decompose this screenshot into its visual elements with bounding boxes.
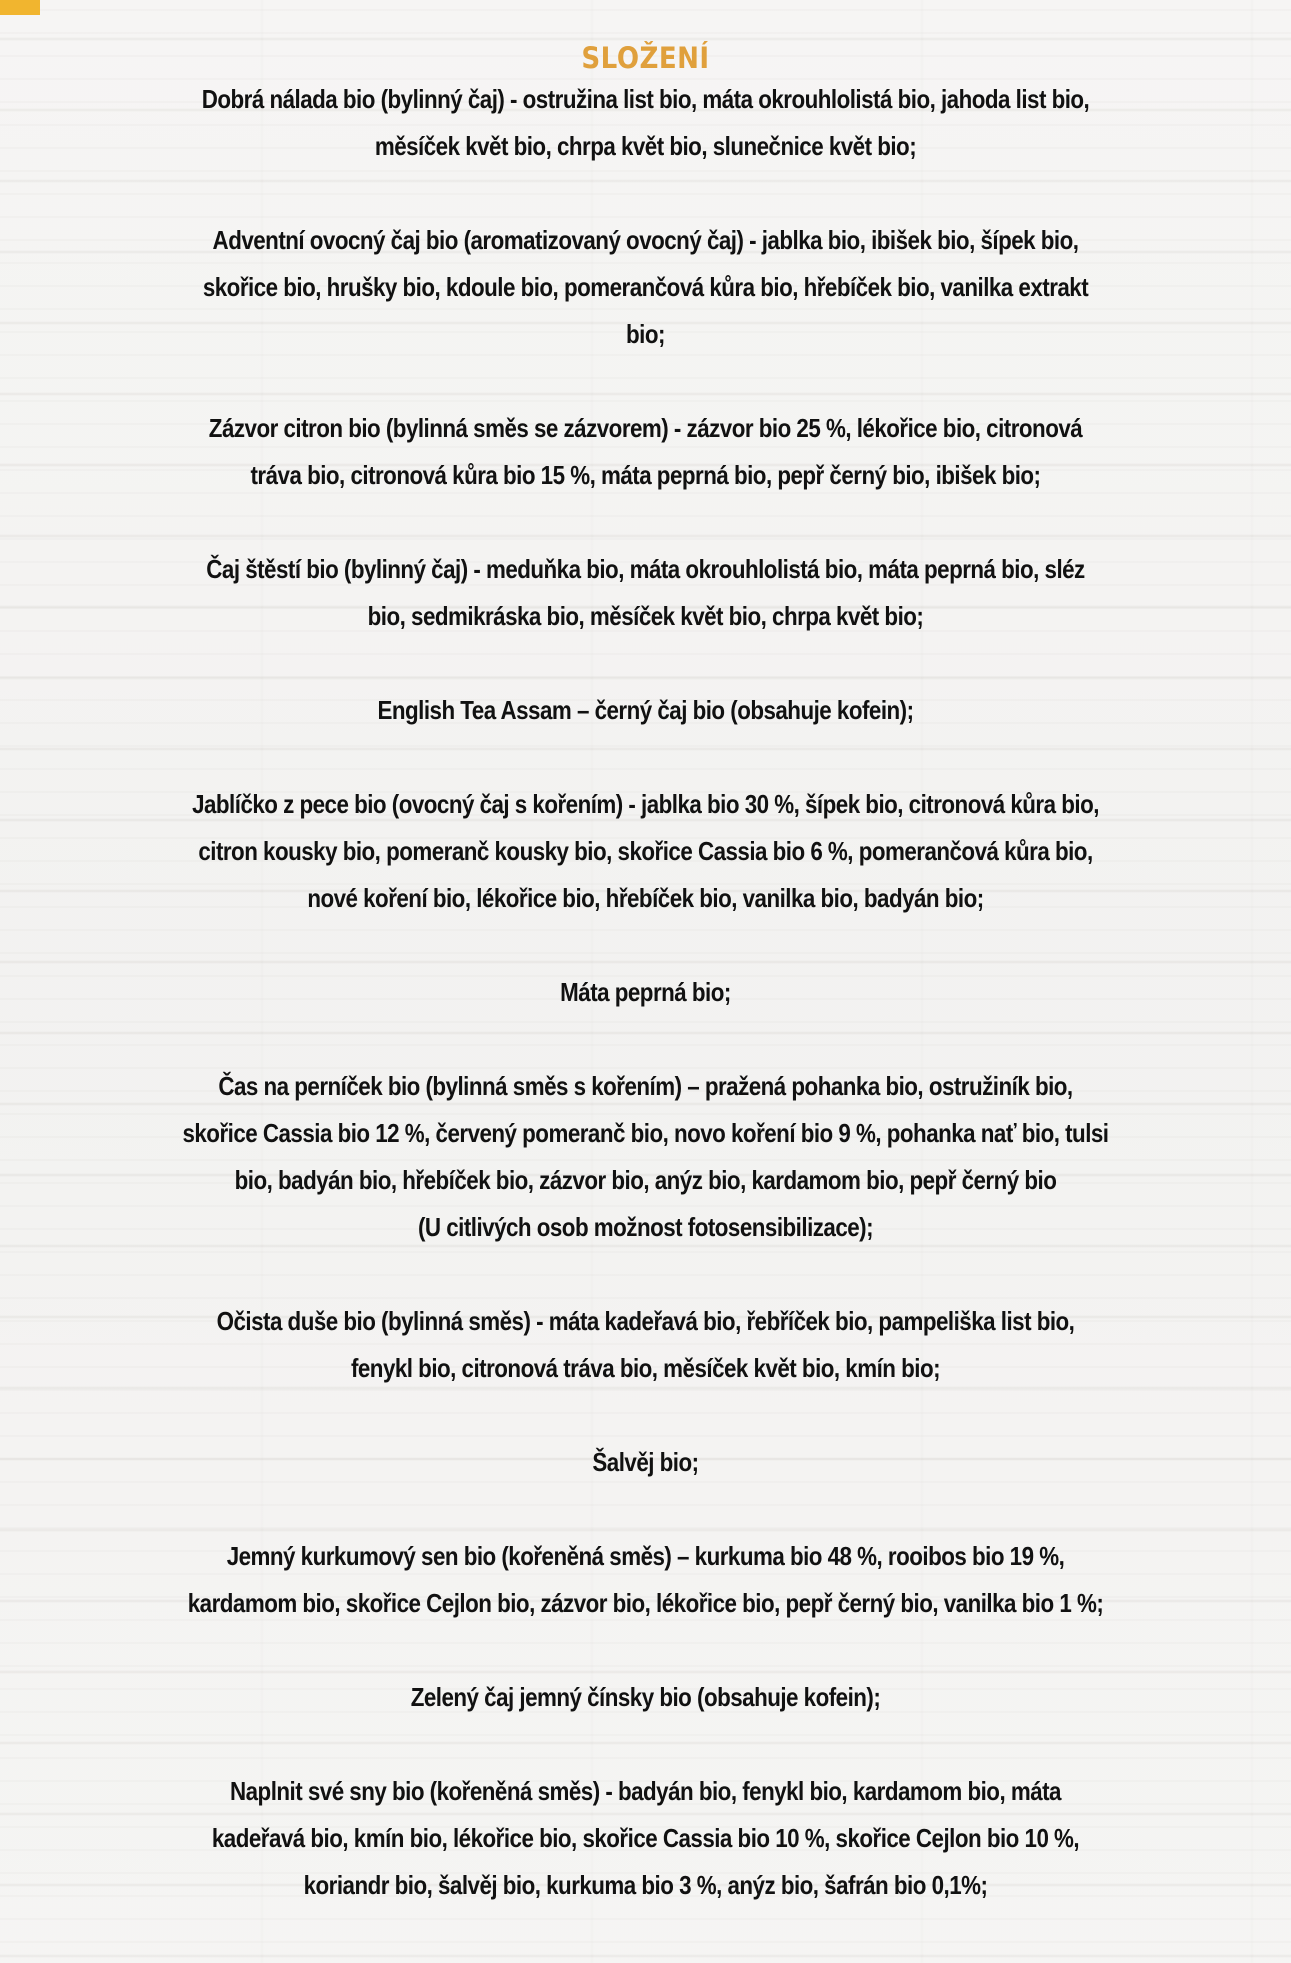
- ingredient-line: Očista duše bio (bylinná směs) - máta kadeřavá bio, řebříček bio, pampeliška list bio,: [216, 1306, 1075, 1336]
- ingredient-paragraph: [40, 969, 1251, 1016]
- ingredient-line: (U citlivých osob možnost fotosensibilizace);: [417, 1212, 874, 1242]
- ingredient-line: Šalvěj bio;: [592, 1447, 699, 1477]
- ingredient-paragraph: [40, 1674, 1251, 1721]
- ingredient-line: Čas na perníček bio (bylinná směs s kořením) – pražená pohanka bio, ostružiník bio,: [218, 1071, 1073, 1101]
- ingredient-line: tráva bio, citronová kůra bio 15 %, máta peprná bio, pepř černý bio, ibišek bio;: [250, 460, 1041, 490]
- ingredient-line: kardamom bio, skořice Cejlon bio, zázvor bio, lékořice bio, pepř černý bio, vanilka bio 1 %;: [187, 1588, 1104, 1618]
- ingredient-line: fenykl bio, citronová tráva bio, měsíček květ bio, kmín bio;: [350, 1353, 941, 1383]
- ingredient-paragraph: [40, 1298, 1251, 1392]
- ingredient-paragraph: [40, 546, 1251, 640]
- ingredient-paragraph: [40, 217, 1251, 358]
- ingredient-line: skořice bio, hrušky bio, kdoule bio, pomerančová kůra bio, hřebíček bio, vanilka extrakt: [202, 272, 1089, 302]
- ingredient-paragraph: [40, 687, 1251, 734]
- ingredient-line: bio, sedmikráska bio, měsíček květ bio, chrpa květ bio;: [367, 601, 924, 631]
- ingredient-line: Zelený čaj jemný čínsky bio (obsahuje kofein);: [410, 1682, 881, 1712]
- ingredient-line: citron kousky bio, pomeranč kousky bio, skořice Cassia bio 6 %, pomerančová kůra bio,: [198, 836, 1093, 866]
- ingredient-paragraph: [40, 76, 1251, 170]
- ingredient-line: měsíček květ bio, chrpa květ bio, slunečnice květ bio;: [374, 131, 917, 161]
- ingredient-line: Máta peprná bio;: [560, 977, 731, 1007]
- ingredient-paragraph: [40, 1768, 1251, 1909]
- ingredient-line: Zázvor citron bio (bylinná směs se zázvorem) - zázvor bio 25 %, lékořice bio, citronová: [208, 413, 1083, 443]
- ingredient-line: koriandr bio, šalvěj bio, kurkuma bio 3 %, anýz bio, šafrán bio 0,1%;: [303, 1870, 988, 1900]
- ingredient-line: Jablíčko z pece bio (ovocný čaj s kořením) - jablka bio 30 %, šípek bio, citronová kůra bio,: [192, 789, 1099, 819]
- corner-accent-tab: [0, 0, 40, 15]
- ingredient-line: Naplnit své sny bio (kořeněná směs) - badyán bio, fenykl bio, kardamom bio, máta: [229, 1776, 1061, 1806]
- ingredients-list: [40, 76, 1251, 1956]
- ingredient-line: Dobrá nálada bio (bylinný čaj) - ostružina list bio, máta okrouhlolistá bio, jahoda list bio,: [201, 84, 1090, 114]
- ingredient-paragraph: [40, 405, 1251, 499]
- ingredient-line: kadeřavá bio, kmín bio, lékořice bio, skořice Cassia bio 10 %, skořice Cejlon bio 10 %,: [211, 1823, 1080, 1853]
- ingredient-paragraph: [40, 1533, 1251, 1627]
- ingredient-paragraph: [40, 1439, 1251, 1486]
- ingredient-line: skořice Cassia bio 12 %, červený pomeranč bio, novo koření bio 9 %, pohanka nať bio, tulsi: [182, 1118, 1109, 1148]
- ingredient-line: Adventní ovocný čaj bio (aromatizovaný ovocný čaj) - jablka bio, ibišek bio, šípek bio,: [212, 225, 1079, 255]
- ingredient-line: Čaj štěstí bio (bylinný čaj) - meduňka bio, máta okrouhlolistá bio, máta peprná bio, sléz: [206, 554, 1085, 584]
- ingredient-paragraph: [40, 781, 1251, 922]
- ingredient-line: nové koření bio, lékořice bio, hřebíček bio, vanilka bio, badyán bio;: [307, 883, 984, 913]
- ingredient-line: Jemný kurkumový sen bio (kořeněná směs) – kurkuma bio 48 %, rooibos bio 19 %,: [226, 1541, 1065, 1571]
- ingredient-line: English Tea Assam – černý čaj bio (obsahuje kofein);: [377, 695, 914, 725]
- ingredient-line: bio;: [626, 319, 665, 349]
- ingredient-paragraph: [40, 1063, 1251, 1251]
- section-title: SLOŽENÍ: [581, 41, 710, 76]
- ingredient-line: bio, badyán bio, hřebíček bio, zázvor bio, anýz bio, kardamom bio, pepř černý bio: [234, 1165, 1057, 1195]
